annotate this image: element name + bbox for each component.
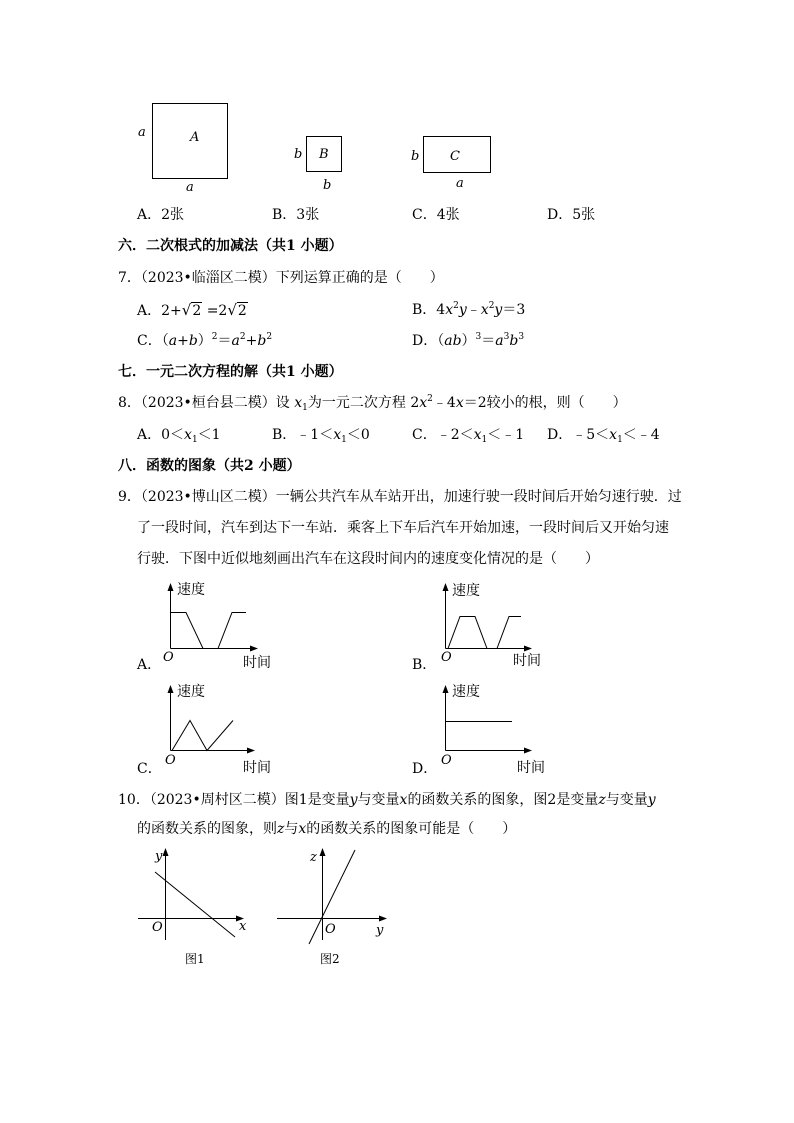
exponent: 3 bbox=[503, 332, 510, 342]
variable: x bbox=[455, 395, 464, 411]
square-b-left-label: b bbox=[294, 147, 303, 162]
q7-option-c bbox=[137, 333, 272, 349]
variable: x bbox=[419, 395, 428, 411]
formula-term: ﹣5＜ bbox=[572, 427, 610, 443]
exponent: 2 bbox=[453, 301, 459, 311]
variable: x bbox=[473, 427, 482, 443]
option-label: D． bbox=[547, 427, 573, 443]
option-text: 4张 bbox=[436, 207, 460, 223]
option-text: 5张 bbox=[572, 207, 596, 223]
graph-a-origin: O bbox=[163, 650, 174, 665]
stem-text: 8．（2023•桓台县二模）设 bbox=[118, 395, 295, 411]
formula-term: （ bbox=[437, 333, 445, 349]
variable: x bbox=[445, 302, 454, 318]
option-text: 2张 bbox=[161, 207, 185, 223]
formula-term: 2+ bbox=[161, 303, 182, 319]
section-7-heading: 七．一元二次方程的解（共1 小题） bbox=[118, 364, 343, 380]
graph-a-option-label: A． bbox=[137, 657, 162, 673]
q8-option-a bbox=[137, 427, 221, 443]
radicand: 2 bbox=[237, 303, 247, 319]
square-b-bottom-label: b bbox=[323, 178, 332, 193]
fig1-origin: O bbox=[152, 920, 163, 935]
q7-option-b bbox=[412, 302, 525, 318]
option-label: A． bbox=[137, 427, 162, 443]
exponent: 3 bbox=[518, 332, 525, 342]
graph-b-y-label: 速度 bbox=[452, 583, 480, 599]
stem-text: ＝2较小的根，则（ ） bbox=[463, 395, 627, 411]
square-a-left-label: a bbox=[138, 125, 146, 140]
graph-c-origin: O bbox=[165, 753, 176, 768]
option-label: A． bbox=[137, 303, 162, 319]
graph-d-y-label: 速度 bbox=[452, 684, 480, 700]
exponent: 2 bbox=[266, 332, 273, 342]
stem-text: 与变量 bbox=[357, 792, 400, 808]
formula-term: ） bbox=[461, 333, 476, 349]
variable: a bbox=[495, 333, 504, 349]
graph-b-y-arrow bbox=[443, 583, 449, 591]
section-8-heading: 八．函数的图象（共2 小题） bbox=[118, 458, 301, 474]
graph-b-option-label: B． bbox=[412, 657, 437, 673]
graph-d-x-label: 时间 bbox=[517, 760, 545, 776]
q8-option-d bbox=[547, 427, 660, 443]
formula-term: 4 bbox=[436, 302, 446, 318]
variable: a bbox=[168, 333, 178, 349]
option-label: A． bbox=[137, 207, 162, 223]
fig1-y-label: y bbox=[155, 849, 163, 864]
stem-text: 的函数关系的图象可能是（ ） bbox=[306, 821, 517, 837]
exponent: 2 bbox=[488, 301, 495, 311]
prev-option-b bbox=[272, 207, 319, 223]
option-label: B． bbox=[412, 302, 437, 318]
q8-option-b bbox=[272, 427, 370, 443]
graph-d-y-arrow bbox=[443, 685, 449, 693]
graph-b-speed-line-2 bbox=[497, 617, 521, 649]
radicand: 2 bbox=[192, 303, 202, 319]
graph-c-speed-line bbox=[172, 721, 233, 751]
q7-option-a bbox=[137, 302, 248, 319]
prev-option-c bbox=[412, 207, 460, 223]
prev-option-a bbox=[137, 207, 184, 223]
variable: b bbox=[509, 333, 519, 349]
graph-c-x-arrow bbox=[247, 748, 255, 754]
formula-term: ﹣ bbox=[466, 302, 481, 318]
square-a-bottom-label: a bbox=[186, 180, 194, 195]
variable: y bbox=[494, 302, 503, 318]
formula-term: ﹣2＜ bbox=[436, 427, 474, 443]
option-label: D． bbox=[547, 207, 573, 223]
variable: b bbox=[188, 333, 198, 349]
formula-term: ＜﹣4 bbox=[622, 427, 660, 443]
subscript: 1 bbox=[191, 435, 198, 445]
stem-text: 的函数关系的图象，则 bbox=[137, 821, 277, 837]
fig1-y-arrow bbox=[163, 848, 169, 856]
graph-a-x-label: 时间 bbox=[243, 655, 271, 671]
stem-text: 与 bbox=[284, 821, 299, 837]
exponent: 2 bbox=[239, 332, 246, 342]
variable: x bbox=[399, 792, 408, 808]
graph-b-x-label: 时间 bbox=[513, 653, 541, 669]
formula-term: ＝3 bbox=[502, 302, 526, 318]
graph-c-y-arrow bbox=[168, 685, 174, 693]
graph-b-x-arrow bbox=[524, 646, 532, 652]
formula-term: ） bbox=[197, 333, 212, 349]
graph-a-speed-line-2 bbox=[218, 613, 246, 649]
graph-d-option-label: D． bbox=[412, 761, 438, 777]
variable: y bbox=[647, 792, 656, 808]
formula-term: =2 bbox=[202, 303, 228, 319]
formula-term: ＝ bbox=[481, 333, 496, 349]
formula-term: ＝ bbox=[217, 333, 232, 349]
fig2-caption: 图2 bbox=[320, 952, 340, 966]
graph-b-speed-line-1 bbox=[448, 617, 487, 649]
q8-option-c bbox=[412, 427, 524, 443]
option-label: C． bbox=[412, 207, 437, 223]
exponent: 2 bbox=[211, 332, 218, 342]
variable: y bbox=[349, 792, 358, 808]
fig1-function-line bbox=[155, 872, 235, 937]
option-label: C． bbox=[412, 427, 437, 443]
formula-term: （ bbox=[161, 333, 169, 349]
variable: x bbox=[333, 427, 342, 443]
q10-stem-line-2 bbox=[137, 821, 516, 837]
q7-option-d bbox=[412, 333, 524, 349]
graph-d-origin: O bbox=[441, 753, 452, 768]
stem-text: 10．（2023•周村区二模）图1是变量 bbox=[118, 792, 350, 808]
variable: y bbox=[458, 302, 467, 318]
fig2-z-label: z bbox=[310, 850, 317, 865]
subscript: 1 bbox=[341, 435, 347, 445]
variable: z bbox=[598, 792, 606, 808]
variable: z bbox=[277, 821, 285, 837]
subscript: 1 bbox=[481, 435, 488, 445]
q9-stem-line-3: 行驶．下图中近似地刻画出汽车在这段时间内的速度变化情况的是（ ） bbox=[137, 551, 599, 567]
formula-term: + bbox=[177, 333, 189, 349]
square-b-center-label: B bbox=[319, 147, 329, 162]
section-6-heading: 六．二次根式的加减法（共1 小题） bbox=[118, 238, 343, 254]
subscript: 1 bbox=[617, 435, 623, 445]
option-label: B． bbox=[272, 207, 297, 223]
subscript: 1 bbox=[302, 403, 308, 413]
q9-stem-line-2: 了一段时间，汽车到达下一车站．乘客上下车后汽车开始加速，一段时间后又开始匀速 bbox=[137, 520, 669, 536]
q7-stem: 7．（2023•临淄区二模）下列运算正确的是（ ） bbox=[118, 270, 444, 286]
graph-a-speed-line-1 bbox=[171, 613, 204, 649]
variable: x bbox=[184, 427, 192, 443]
q9-stem-line-1: 9．（2023•博山区二模）一辆公共汽车从车站开出，加速行驶一段时间后开始匀速行驶．过 bbox=[118, 489, 682, 505]
option-label: D． bbox=[412, 333, 438, 349]
graph-a-x-arrow bbox=[250, 646, 258, 652]
variable: x bbox=[480, 302, 489, 318]
fig1-x-label: x bbox=[239, 919, 247, 934]
option-text: 3张 bbox=[296, 207, 320, 223]
graph-a-y-label: 速度 bbox=[177, 582, 205, 598]
fig2-origin: O bbox=[325, 922, 336, 937]
variable: b bbox=[257, 333, 267, 349]
fig2-y-arrow bbox=[320, 848, 326, 856]
exponent: 3 bbox=[475, 332, 482, 342]
graph-c-x-label: 时间 bbox=[243, 760, 271, 776]
option-label: B． bbox=[272, 427, 297, 443]
rect-c-bottom-label: a bbox=[456, 176, 464, 191]
graph-b-origin: O bbox=[441, 650, 452, 665]
q8-stem bbox=[118, 395, 627, 411]
q10-stem-line-1 bbox=[118, 792, 656, 808]
rect-c-center-label: C bbox=[450, 149, 460, 164]
formula-term: ﹣1＜ bbox=[296, 427, 334, 443]
prev-option-d bbox=[547, 207, 595, 223]
exponent: 2 bbox=[427, 394, 433, 404]
graph-c-y-label: 速度 bbox=[177, 684, 205, 700]
radical-sign: √ bbox=[181, 301, 192, 319]
stem-text: ﹣4 bbox=[432, 395, 456, 411]
stem-text: 与变量 bbox=[605, 792, 648, 808]
graph-a-y-arrow bbox=[168, 583, 174, 591]
fig2-y-label: y bbox=[376, 923, 384, 938]
stem-text: 的函数关系的图象，图2是变量 bbox=[407, 792, 599, 808]
variable: ab bbox=[444, 333, 462, 349]
formula-term: + bbox=[245, 333, 258, 349]
formula-term: ＜0 bbox=[346, 427, 370, 443]
square-a-center-label: A bbox=[190, 130, 200, 145]
radical-sign: √ bbox=[227, 301, 237, 319]
rect-c-left-label: b bbox=[411, 149, 420, 164]
variable: a bbox=[231, 333, 240, 349]
variable: x bbox=[298, 821, 307, 837]
formula-term: ＜1 bbox=[197, 427, 221, 443]
stem-text: 为一元二次方程 2 bbox=[307, 395, 420, 411]
fig2-x-arrow bbox=[379, 916, 387, 922]
formula-term: ＜﹣1 bbox=[487, 427, 525, 443]
fig1-caption: 图1 bbox=[185, 952, 205, 966]
formula-term: 0＜ bbox=[161, 427, 185, 443]
graph-d-x-arrow bbox=[524, 748, 532, 754]
graph-c-option-label: C． bbox=[137, 761, 162, 777]
option-label: C． bbox=[137, 333, 162, 349]
variable: x bbox=[609, 427, 618, 443]
variable: x bbox=[294, 395, 303, 411]
